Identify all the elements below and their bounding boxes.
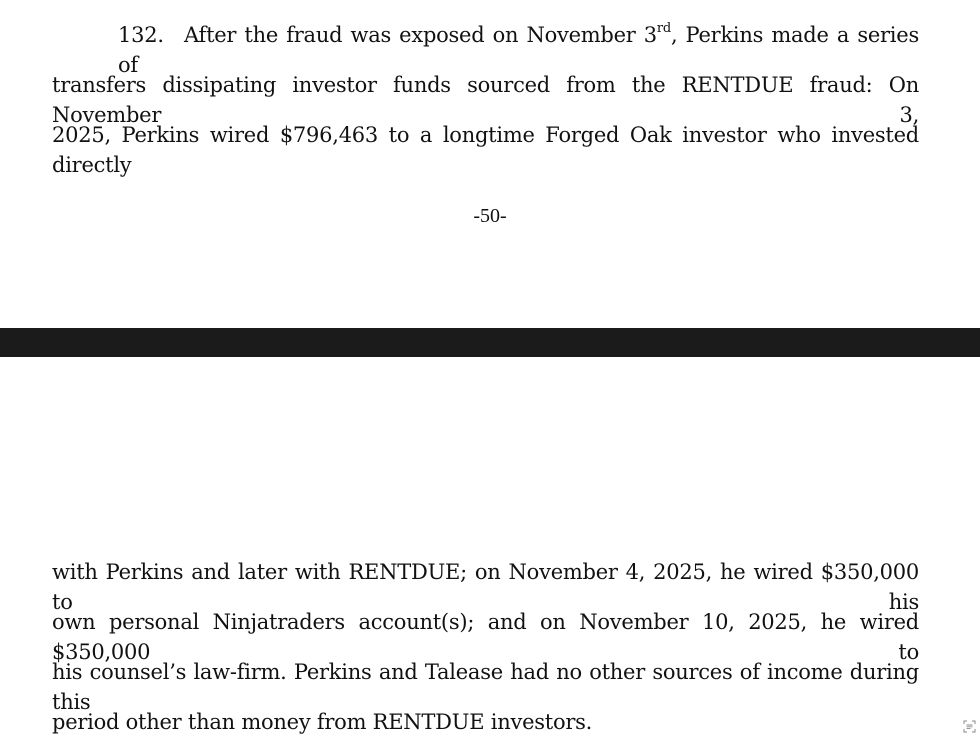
continued-paragraph-line-4: period other than money from RENTDUE investors. (52, 710, 593, 734)
continued-paragraph-line-2: own personal Ninjatraders account(s); and on November 10, 2025, he wired $350,000 to (52, 610, 919, 664)
document-page-upper (0, 0, 980, 328)
continued-paragraph-line-1: with Perkins and later with RENTDUE; on November 4, 2025, he wired $350,000 to his (52, 560, 919, 614)
paragraph-text: , Perkins made a series of (118, 23, 919, 77)
document-page-lower (0, 357, 980, 739)
text-scan-icon[interactable] (963, 720, 976, 733)
paragraph-number: 132. (118, 23, 164, 47)
paragraph-132-line-2: transfers dissipating investor funds sourced from the RENTDUE fraud: On November 3, (52, 73, 919, 127)
paragraph-132-line-3: 2025, Perkins wired $796,463 to a longtime Forged Oak investor who invested directly (52, 123, 919, 177)
paragraph-text: After the fraud was exposed on November 3 (184, 23, 657, 47)
page-number: -50- (473, 205, 507, 227)
continued-paragraph-line-3: his counsel’s law-firm. Perkins and Talease had no other sources of income during this (52, 660, 919, 714)
page-break-band (0, 328, 980, 357)
ordinal-suffix: rd (656, 21, 671, 36)
